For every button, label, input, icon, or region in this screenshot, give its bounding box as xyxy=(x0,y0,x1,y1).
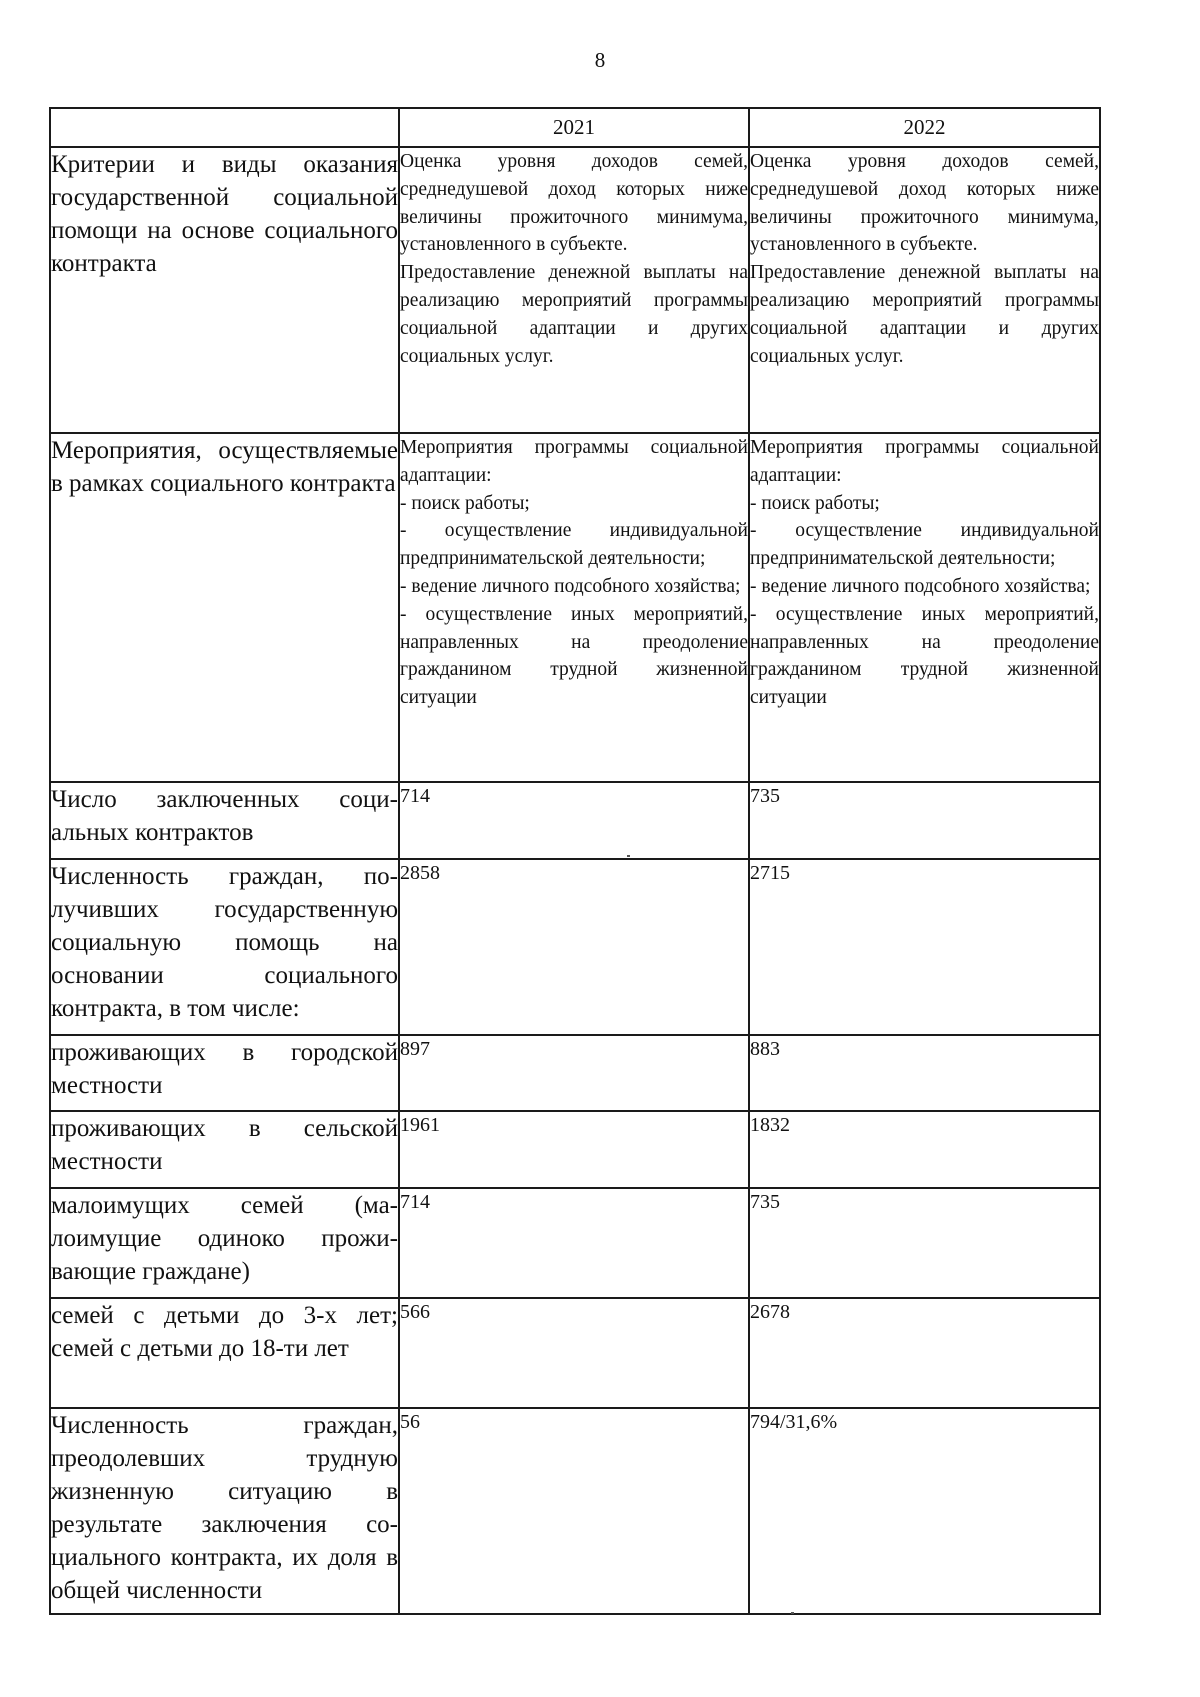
row-label-recipients-total: Численность граждан, получивших государственную социальную помощь на основании социального контракта, в том числе: xyxy=(50,859,399,1035)
cell-list-item: - осуществление иных мероприятий, направленных на преодоление гражданином трудной жизненной ситуации xyxy=(400,603,748,709)
cell-2022-criteria xyxy=(749,147,1100,433)
table-row xyxy=(50,1408,1100,1614)
cell-2022-value: 1832 xyxy=(749,1111,1100,1188)
cell-2021-value: 56 xyxy=(399,1408,749,1614)
scan-speck xyxy=(791,1612,794,1614)
cell-list-item: - ведение личного подсобного хозяйства; xyxy=(750,575,1091,597)
row-label-activities: Мероприятия, осуществляемые в рамках социального контракта xyxy=(50,433,399,782)
cell-paragraph: Предоставление денежной выплаты на реализацию мероприятий программы социальной адаптации и других социальных услуг. xyxy=(750,262,1099,367)
page-number: 8 xyxy=(594,48,606,72)
cell-2021-activities xyxy=(399,433,749,782)
table-row xyxy=(50,1298,1100,1408)
cell-2021-value: 714 xyxy=(399,1188,749,1298)
cell-2021-criteria xyxy=(399,147,749,433)
cell-2021-value: 897 xyxy=(399,1035,749,1111)
cell-2022-value: 2678 xyxy=(749,1298,1100,1408)
cell-2021-value: 1961 xyxy=(399,1111,749,1188)
header-year-2021: 2021 xyxy=(399,108,749,147)
social-contract-table xyxy=(49,107,1101,1615)
cell-list-item: - поиск работы; xyxy=(400,492,530,514)
row-label-families-with-children: семей с детьми до 3-х лет; семей с детьми до 18-ти лет xyxy=(50,1298,399,1408)
cell-2022-value: 735 xyxy=(749,1188,1100,1298)
row-label-overcame-hardship: Численность граждан, преодолевших трудную жизненную ситуацию в результате заключения социального контракта, их доля в общей численности xyxy=(50,1408,399,1614)
header-year-2022: 2022 xyxy=(749,108,1100,147)
row-label-criteria: Критерии и виды оказания государственной социальной помощи на основе социального контракта xyxy=(50,147,399,433)
cell-2022-value: 2715 xyxy=(749,859,1100,1035)
cell-2022-activities xyxy=(749,433,1100,782)
cell-2022-value: 794/31,6% xyxy=(749,1408,1100,1614)
cell-2022-value: 883 xyxy=(749,1035,1100,1111)
cell-2021-value: 714 xyxy=(399,782,749,859)
table-row xyxy=(50,859,1100,1035)
table-row xyxy=(50,1035,1100,1111)
table-row xyxy=(50,433,1100,782)
table-row xyxy=(50,147,1100,433)
scan-speck xyxy=(627,855,630,857)
cell-paragraph: Оценка уровня доходов семей, среднедушевой доход которых ниже величины прожиточного минимума, установленного в субъекте. xyxy=(400,151,748,256)
cell-2021-value: 566 xyxy=(399,1298,749,1408)
table-header-row xyxy=(50,108,1100,147)
cell-2022-value: 735 xyxy=(749,782,1100,859)
row-label-rural: проживающих в сельской местности xyxy=(50,1111,399,1188)
row-label-low-income: малоимущих семей (малоимущие одиноко проживающие граждане) xyxy=(50,1188,399,1298)
table-row xyxy=(50,1111,1100,1188)
cell-paragraph: Предоставление денежной выплаты на реализацию мероприятий программы социальной адаптации и других социальных услуг. xyxy=(400,262,748,367)
table-row xyxy=(50,1188,1100,1298)
cell-paragraph: Мероприятия программы социальной адаптации: xyxy=(750,437,1099,486)
header-empty-cell xyxy=(50,108,399,147)
cell-list-item: - осуществление иных мероприятий, направленных на преодоление гражданином трудной жизненной ситуации xyxy=(750,603,1099,709)
cell-2021-value: 2858 xyxy=(399,859,749,1035)
row-label-urban: проживающих в городской местности xyxy=(50,1035,399,1111)
table-row xyxy=(50,782,1100,859)
cell-list-item: - ведение личного подсобного хозяйства; xyxy=(400,575,741,597)
cell-list-item: - осуществление индивидуальной предпринимательской деятельности; xyxy=(750,520,1099,570)
row-label-contracts-count: Число заключенных социальных контрактов xyxy=(50,782,399,859)
cell-paragraph: Мероприятия программы социальной адаптации: xyxy=(400,437,748,486)
cell-paragraph: Оценка уровня доходов семей, среднедушевой доход которых ниже величины прожиточного минимума, установленного в субъекте. xyxy=(750,151,1099,256)
cell-list-item: - осуществление индивидуальной предпринимательской деятельности; xyxy=(400,520,748,570)
cell-list-item: - поиск работы; xyxy=(750,492,880,514)
